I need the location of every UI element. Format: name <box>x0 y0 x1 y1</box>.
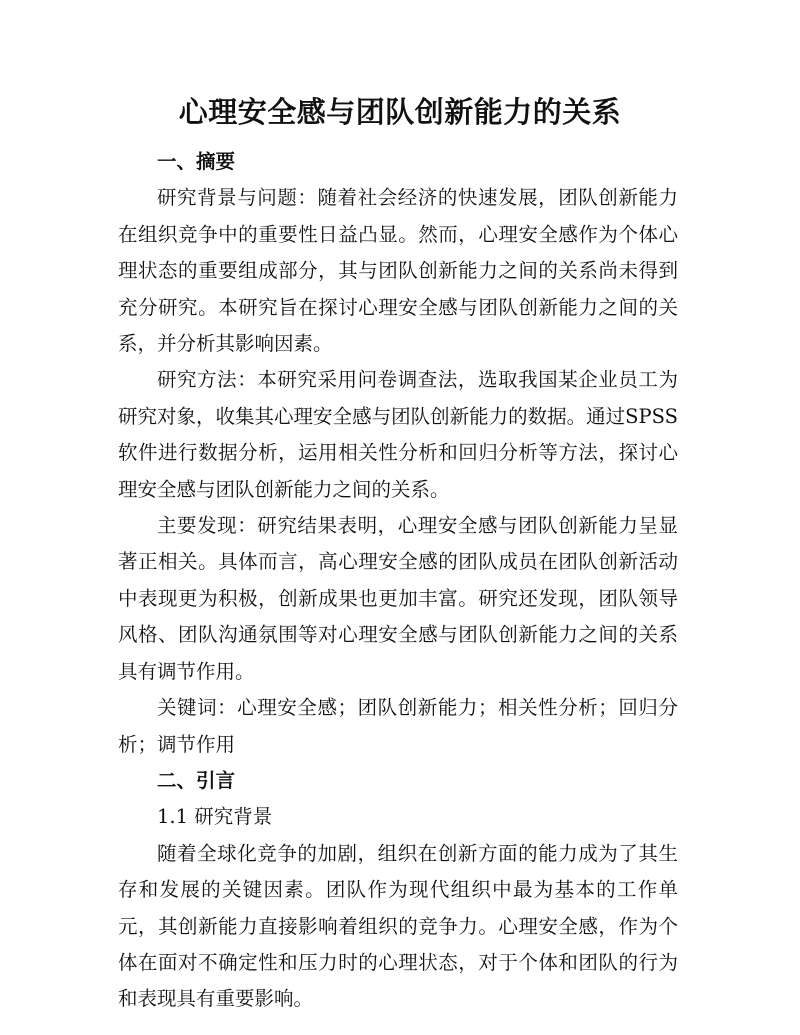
abstract-method-paragraph: 研究方法：本研究采用问卷调查法，选取我国某企业员工为研究对象，收集其心理安全感与团队创新能力的数据。通过SPSS软件进行数据分析，运用相关性分析和回归分析等方法，探讨心理安全感与团队创新能力之间的关系。 <box>118 368 678 501</box>
introduction-background-paragraph: 随着全球化竞争的加剧，组织在创新方面的能力成为了其生存和发展的关键因素。团队作为现代组织中最为基本的工作单元，其创新能力直接影响着组织的竞争力。心理安全感，作为个体在面对不确定性和压力时的心理状态，对于个体和团队的行为和表现具有重要影响。 <box>118 841 678 1011</box>
section-heading-abstract: 一、摘要 <box>157 150 236 173</box>
abstract-background-paragraph: 研究背景与问题：随着社会经济的快速发展，团队创新能力在组织竞争中的重要性日益凸显。然而，心理安全感作为个体心理状态的重要组成部分，其与团队创新能力之间的关系尚未得到充分研究。本研究旨在探讨心理安全感与团队创新能力之间的关系，并分析其影响因素。 <box>118 186 678 356</box>
section-heading-introduction: 二、引言 <box>157 768 236 792</box>
subsection-heading-background: 1.1 研究背景 <box>157 805 273 829</box>
document-title: 心理安全感与团队创新能力的关系 <box>178 95 622 129</box>
document-body <box>118 144 678 1018</box>
abstract-findings-paragraph: 主要发现：研究结果表明，心理安全感与团队创新能力呈显著正相关。具体而言，高心理安全感的团队成员在团队创新活动中表现更为积极，创新成果也更加丰富。研究还发现，团队领导风格、团队沟通氛围等对心理安全感与团队创新能力之间的关系具有调节作用。 <box>118 514 678 683</box>
abstract-keywords-paragraph: 关键词：心理安全感；团队创新能力；相关性分析；回归分析；调节作用 <box>118 696 678 756</box>
